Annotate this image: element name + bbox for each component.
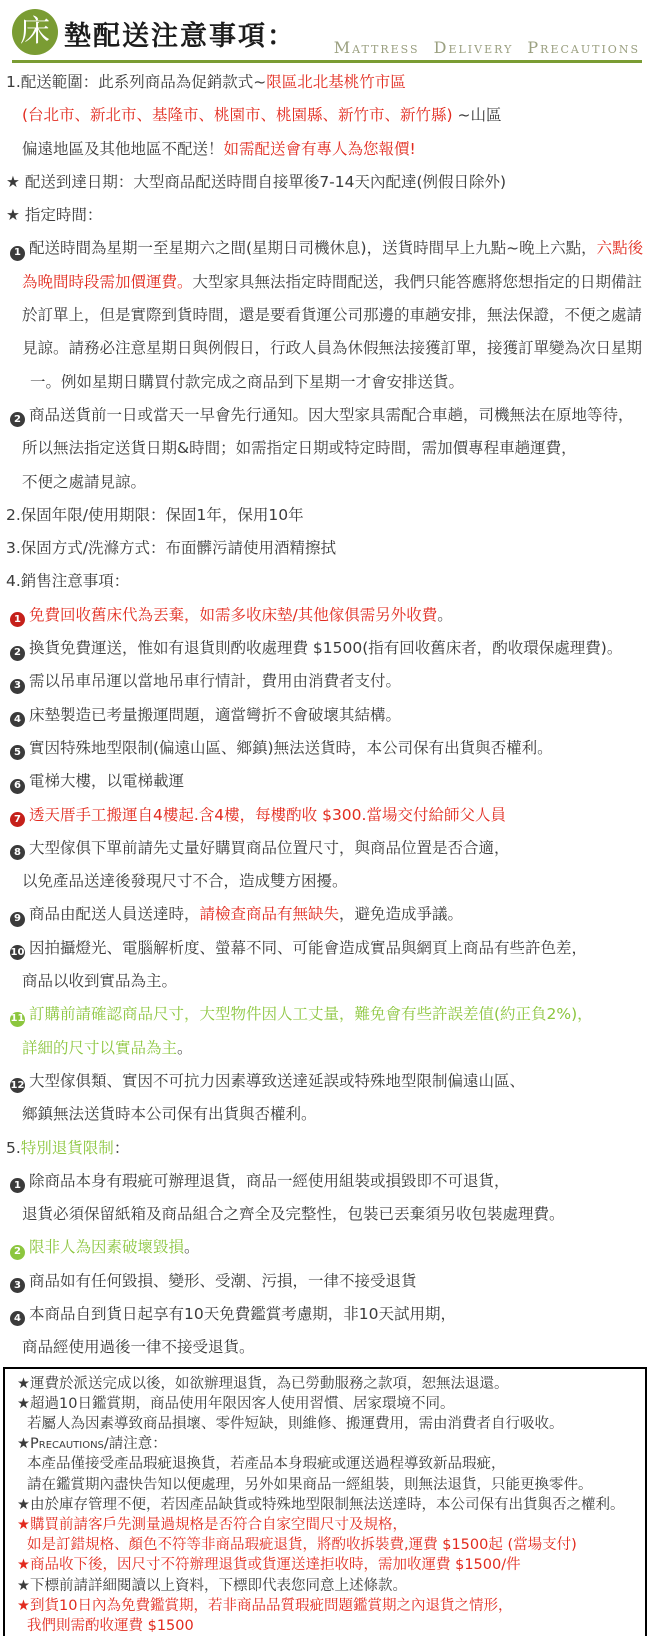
return-policy-line [11, 1414, 639, 1434]
delivery-note-line [0, 965, 650, 998]
circled-number-bullet: 3 [10, 679, 25, 694]
page-title: 墊配送注意事項： [64, 21, 296, 52]
text-segment: 鄉鎮無法送貨時本公司保有出貨與否權利。 [22, 1105, 317, 1124]
return-policy-line [11, 1555, 639, 1575]
text-segment: 。 [184, 1238, 200, 1257]
delivery-note-line [0, 932, 650, 965]
text-segment: ★運費於派送完成以後，如欲辦理退貨，為已勞動服務之款項，恕無法退還。 [17, 1375, 509, 1392]
text-segment: 3.保固方式/洗滌方式：布面髒污請使用酒精擦拭 [6, 539, 337, 558]
circled-number-bullet: 9 [10, 912, 25, 927]
text-segment: 請檢查商品有無缺失 [199, 905, 340, 924]
delivery-note-line [0, 1231, 650, 1264]
delivery-note-line [0, 599, 650, 632]
text-segment: Precautions [30, 1436, 104, 1453]
text-segment: 六點後 [596, 239, 644, 258]
circled-number-bullet: 1 [10, 246, 25, 261]
text-segment: ★由於庫存管理不便，若因產品缺貨或特殊地型限制無法送達時，本公司保有出貨與否之權利。 [17, 1496, 625, 1513]
delivery-note-line [0, 1132, 650, 1165]
text-segment: 特別退貨限制 [20, 1138, 114, 1157]
mattress-badge-icon: 床 [12, 9, 58, 55]
return-policy-line [11, 1394, 639, 1414]
delivery-note-line [0, 1331, 650, 1364]
circled-number-bullet: 4 [10, 1311, 25, 1326]
page-header [0, 0, 650, 60]
text-segment: ★ 配送到達日期：大型商品配送時間自接單後7-14天內配達(例假日除外) [6, 172, 507, 191]
delivery-note-line [0, 732, 650, 765]
text-segment: 為晚間時段需加價運費。 [22, 272, 193, 291]
delivery-note-line [0, 1032, 650, 1065]
text-segment: 。 [177, 1038, 193, 1057]
text-segment: 訂購前請確認商品尺寸，大型物件因人工丈量，難免會有些許誤差值(約正負2%)， [29, 1005, 593, 1024]
text-segment: ★購買前請客戶先測量過規格是否符合自家空間尺寸及規格， [17, 1517, 407, 1533]
text-segment: 商品由配送人員送達時， [29, 905, 200, 924]
text-segment: 限非人為因素破壞毀損 [29, 1238, 185, 1257]
circled-number-bullet: 8 [10, 845, 25, 860]
return-policy-line [11, 1596, 639, 1616]
text-segment: 若屬人為因素導致商品損壞、零件短缺，則維修、搬運費用，需由消費者自行吸收。 [27, 1415, 564, 1432]
text-segment: 透天厝手工搬運自4樓起.含4樓，每樓酌收 $300.當場交付給師父人員 [29, 805, 506, 824]
text-segment: 床墊製造已考量搬運問題，適當彎折不會破壞其結構。 [29, 705, 402, 724]
text-segment: 本商品自到貨日起享有10天免費鑑賞考慮期，非10天試用期， [29, 1304, 456, 1323]
return-policy-line [11, 1454, 639, 1474]
delivery-note-line [0, 832, 650, 865]
text-segment: 因拍攝燈光、電腦解析度、螢幕不同、可能會造成實品與網頁上商品有些許色差， [29, 938, 588, 957]
text-segment: 我們則需酌收運費 $1500 [27, 1618, 194, 1635]
text-segment: 所以無法指定送貨日期&時間；如需指定日期或特定時間，需加價專程車趟運費， [22, 439, 577, 458]
text-segment: 不便之處請見諒。 [22, 472, 147, 491]
page-subtitle-english: Mattress Delivery Precautions [333, 38, 640, 57]
text-segment: 1.配送範圍：此系列商品為促銷款式~ [6, 73, 267, 91]
return-policy-line [11, 1576, 639, 1596]
delivery-note-line [0, 66, 650, 99]
delivery-note-line [0, 1298, 650, 1331]
delivery-note-line [0, 499, 650, 532]
text-segment: 商品送貨前一日或當天一早會先行通知。因大型家具需配合車趟，司機無法在原地等待， [29, 405, 634, 424]
circled-number-bullet: 12 [10, 1078, 25, 1093]
text-segment: ★到貨10日內為免費鑑賞期，若非商品品質瑕疵問題鑑賞期之內退貨之情形， [17, 1597, 513, 1614]
text-segment: ★商品收下後，因尺寸不符辦理退貨或貨運送達拒收時，需加收運費 $1500/件 [17, 1557, 521, 1574]
text-segment: 詳細的尺寸以實品為主 [22, 1038, 178, 1057]
text-segment: 大型家具無法指定時間配送，我們只能答應將您想指定的日期備註 [192, 272, 643, 291]
circled-number-bullet: 2 [10, 412, 25, 427]
text-segment: 電梯大樓，以電梯載運 [29, 772, 185, 791]
text-segment: ： [113, 1138, 130, 1157]
text-segment: 2.保固年限/使用期限：保固1年，保用10年 [6, 505, 304, 524]
delivery-note-line [0, 799, 650, 832]
delivery-note-line [0, 532, 650, 565]
text-segment: 請在鑑賞期內盡快告知以便處理，另外如果商品一經組裝，則無法退貨，只能更換零件。 [27, 1476, 593, 1493]
circled-number-bullet: 7 [10, 812, 25, 827]
circled-number-bullet: 2 [10, 1245, 25, 1260]
text-segment: 見諒。請務必注意星期日與例假日，行政人員為休假無法接獲訂單，接獲訂單變為次日星期 [22, 339, 643, 358]
return-policy-notice-box [3, 1367, 647, 1636]
delivery-note-line [0, 466, 650, 499]
delivery-note-line [0, 166, 650, 199]
return-policy-line [11, 1374, 639, 1394]
delivery-note-line [0, 765, 650, 798]
delivery-notes-body [0, 63, 650, 1365]
text-segment: 偏遠地區及其他地區不配送！ [22, 139, 224, 158]
delivery-note-line [0, 99, 650, 132]
delivery-note-line [0, 865, 650, 898]
return-policy-line [11, 1434, 639, 1454]
text-segment: 5. [6, 1138, 21, 1157]
return-policy-line [11, 1475, 639, 1495]
text-segment: 一。例如星期日購買付款完成之商品到下星期一才會安排送貨。 [30, 372, 465, 391]
return-policy-line [11, 1515, 639, 1535]
delivery-note-line [0, 665, 650, 698]
delivery-note-line [0, 199, 650, 232]
circled-number-bullet: 10 [10, 945, 25, 960]
text-segment: 配送時間為星期一至星期六之間(星期日司機休息)，送貨時間早上九點~晚上六點， [29, 239, 597, 258]
delivery-note-line [0, 1198, 650, 1231]
text-segment: 於訂單上，但是實際到貨時間，還是要看貨運公司那邊的車趟安排，無法保證，不便之處請 [22, 306, 643, 325]
circled-number-bullet: 1 [10, 1178, 25, 1193]
text-segment: 本產品僅接受產品瑕疵退換貨，若產品本身瑕疵或運送過程導致新品瑕疵， [27, 1456, 506, 1473]
text-segment: 需以吊車吊運以當地吊車行情計，費用由消費者支付。 [29, 672, 402, 691]
delivery-note-line [0, 299, 650, 332]
text-segment: 大型傢俱類、實因不可抗力因素導致送達延誤或特殊地型限制偏遠山區、 [29, 1071, 526, 1090]
text-segment: 。 [437, 605, 453, 624]
text-segment: 商品經使用過後一律不接受退貨。 [22, 1338, 255, 1357]
delivery-note-line [0, 366, 650, 399]
delivery-note-line [0, 898, 650, 931]
circled-number-bullet: 4 [10, 712, 25, 727]
text-segment: 4.銷售注意事項： [6, 572, 130, 591]
circled-number-bullet: 3 [10, 1278, 25, 1293]
circled-number-bullet: 5 [10, 745, 25, 760]
text-segment: 如是訂錯規格、顏色不符等非商品瑕疵退貨，將酌收拆裝費,運費 $1500起 (當場支付) [27, 1537, 577, 1554]
delivery-note-line [0, 232, 650, 265]
text-segment: 以免產品送達後發現尺寸不合，造成雙方困擾。 [22, 872, 348, 891]
text-segment: 限區北北基桃竹市區 [266, 73, 406, 91]
text-segment: 除商品本身有瑕疵可辦理退貨，商品一經使用組裝或損毀即不可退貨， [29, 1171, 510, 1190]
circled-number-bullet: 6 [10, 779, 25, 794]
delivery-note-line [0, 399, 650, 432]
delivery-note-line [0, 632, 650, 665]
delivery-note-line [0, 699, 650, 732]
text-segment: /請注意： [103, 1436, 167, 1453]
return-policy-line [11, 1616, 639, 1636]
circled-number-bullet: 1 [10, 612, 25, 627]
circled-number-bullet: 2 [10, 646, 25, 661]
delivery-note-line [0, 1265, 650, 1298]
text-segment: 換貨免費運送，惟如有退貨則酌收處理費 $1500(指有回收舊床者，酌收環保處理費)。 [29, 639, 623, 658]
text-segment: 免費回收舊床代為丟棄，如需多收床墊/其他傢俱需另外收費 [29, 605, 438, 624]
text-segment: ★ 指定時間： [6, 206, 103, 225]
delivery-note-line [0, 133, 650, 166]
text-segment: ~山區 [452, 106, 502, 125]
text-segment: (台北市、新北市、基隆市、桃園市、桃園縣、新竹市、新竹縣) [22, 106, 453, 125]
delivery-note-line [0, 1098, 650, 1131]
text-segment: 商品以收到實品為主。 [22, 972, 178, 991]
text-segment: ★ [17, 1436, 30, 1453]
text-segment: 實因特殊地型限制(偏遠山區、鄉鎮)無法送貨時，本公司保有出貨與否權利。 [29, 738, 553, 757]
delivery-note-line [0, 1165, 650, 1198]
text-segment: 退貨必須保留紙箱及商品組合之齊全及完整性，包裝已丟棄須另收包裝處理費。 [22, 1205, 565, 1224]
delivery-note-line [0, 266, 650, 299]
text-segment: ★下標前請詳細閱讀以上資料，下標即代表您同意上述條款。 [17, 1577, 407, 1594]
text-segment: 大型傢俱下單前請先丈量好購買商品位置尺寸，與商品位置是否合適， [29, 838, 510, 857]
text-segment: ，避免造成爭議。 [339, 905, 464, 924]
text-segment: ★超過10日鑑賞期，商品使用年限因客人使用習慣、居家環境不同。 [17, 1395, 455, 1412]
return-policy-line [11, 1495, 639, 1515]
delivery-note-line [0, 1065, 650, 1098]
delivery-note-line [0, 998, 650, 1031]
text-segment: 商品如有任何毀損、變形、受潮、污損，一律不接受退貨 [29, 1271, 417, 1290]
return-policy-line [11, 1535, 639, 1555]
delivery-note-line [0, 565, 650, 598]
circled-number-bullet: 11 [10, 1012, 25, 1027]
text-segment: 如需配送會有專人為您報價! [223, 139, 416, 158]
delivery-note-line [0, 332, 650, 365]
delivery-note-line [0, 432, 650, 465]
